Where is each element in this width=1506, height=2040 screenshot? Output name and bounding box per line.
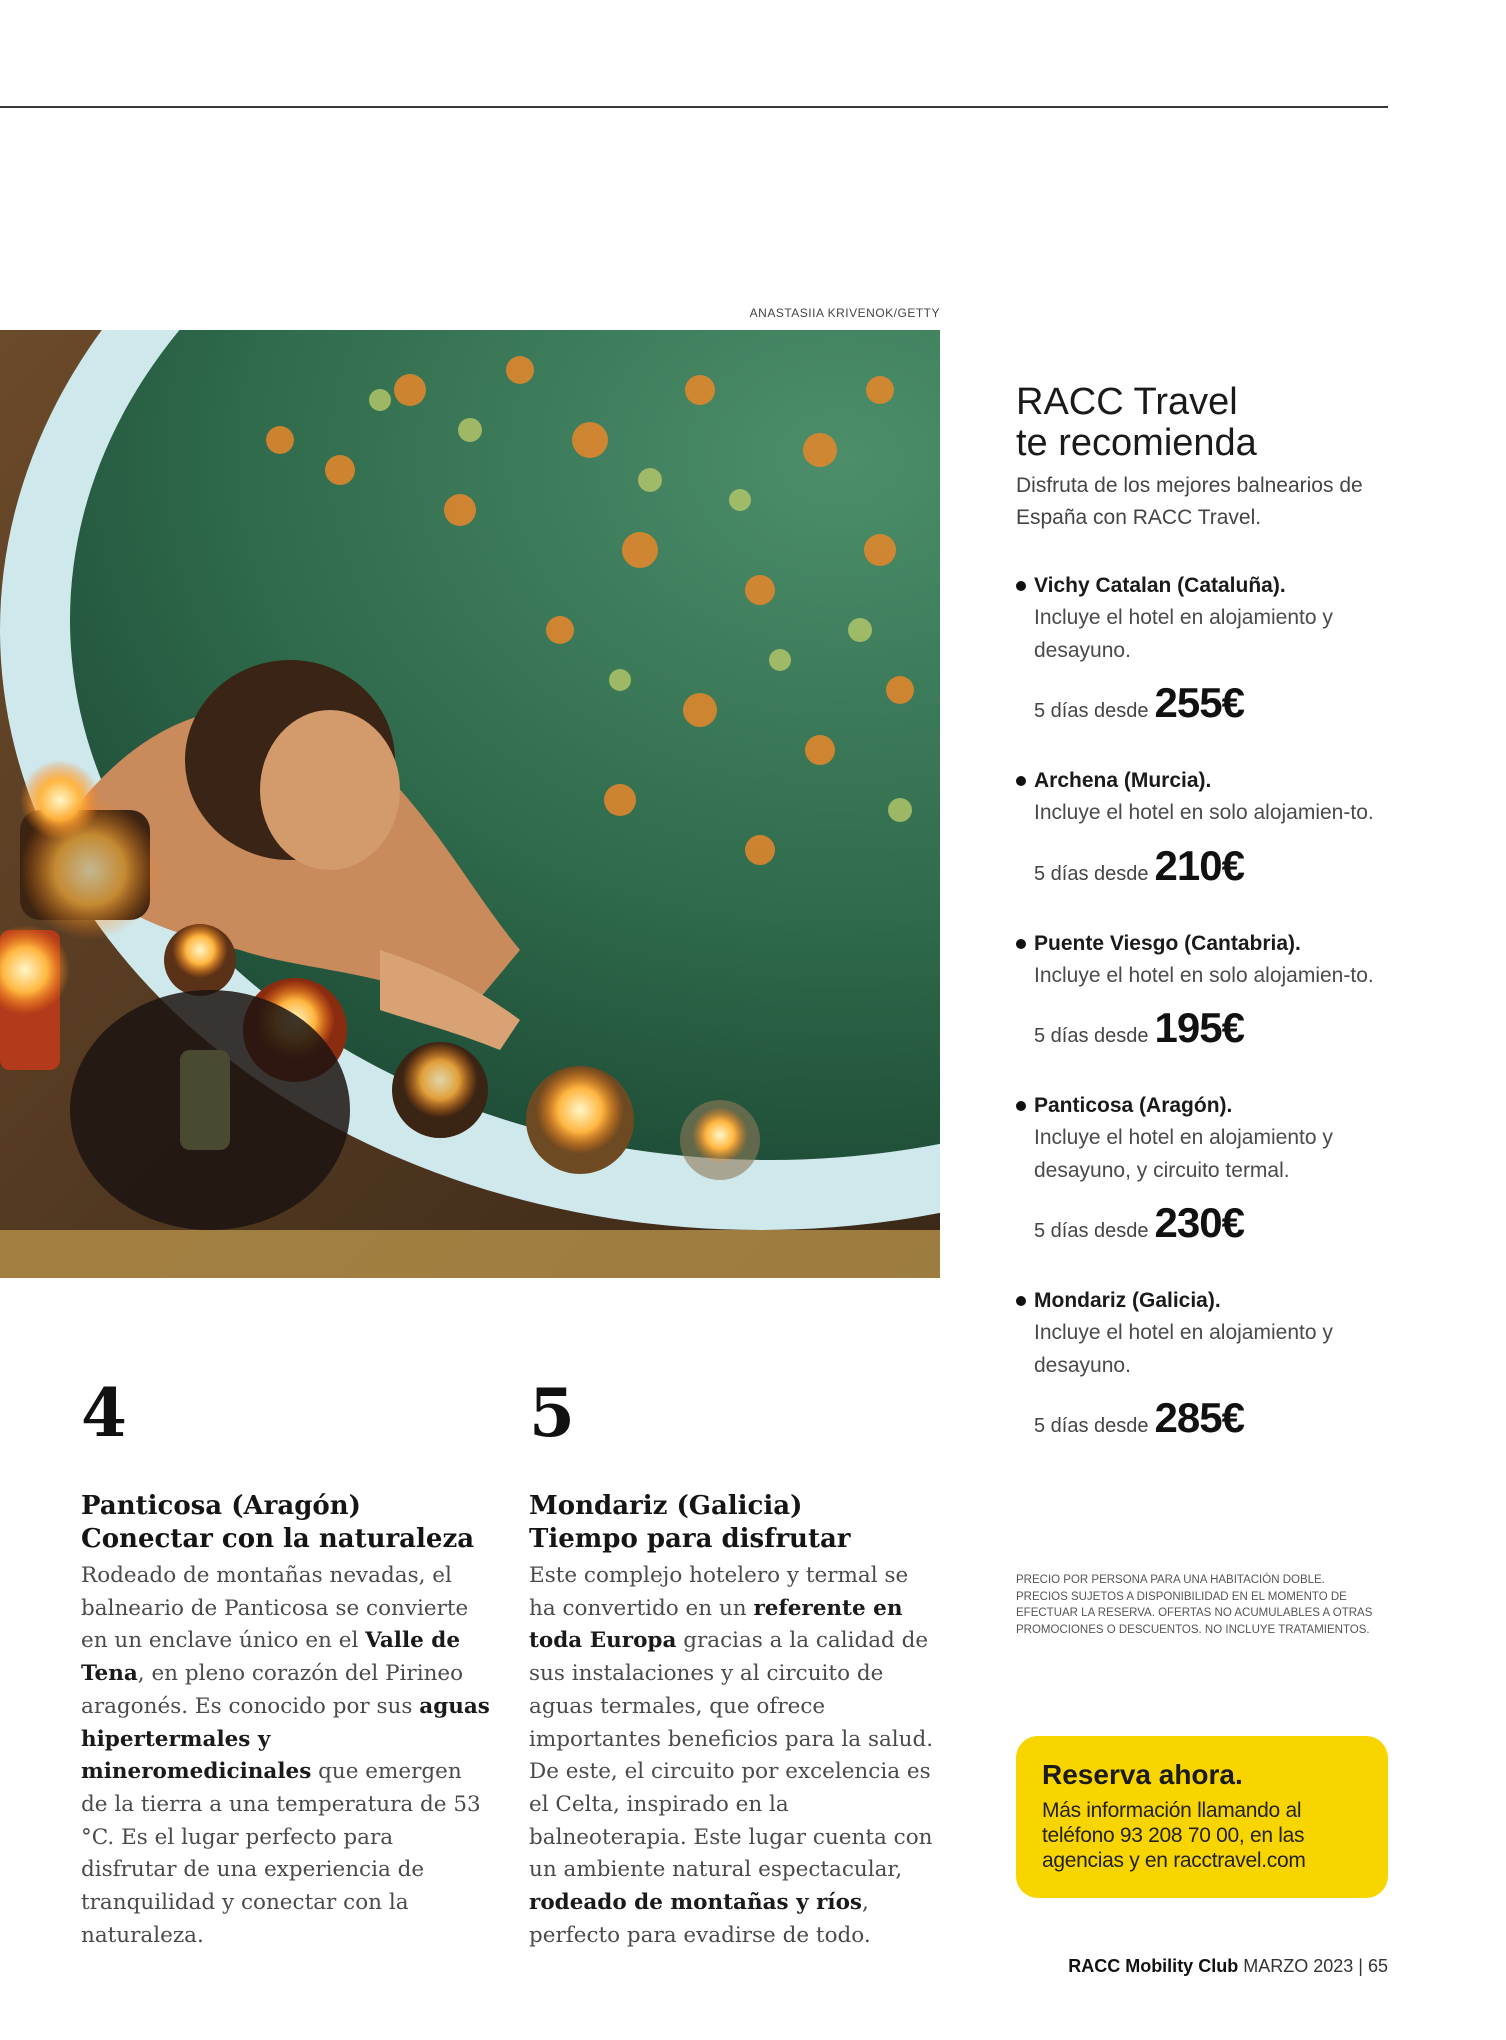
cta-title: Reserva ahora. (1042, 1759, 1243, 1790)
article-heading-line2: Conectar con la naturaleza (81, 1524, 475, 1554)
article-heading-line1: Mondariz (Galicia) (529, 1491, 803, 1521)
sidebar-title (1016, 382, 1396, 464)
article-body: Este complejo hotelero y termal se ha convertido en un referente en toda Europa gracias a la calidad de sus instalaciones y al circuito de aguas termales, que ofrece importantes beneficios para la salud. De este, el circuito por excelencia es el Celta, inspirado en la balneoterapia. Este lugar cuenta con un ambiente natural espectacular, rodeado de montañas y ríos, perfecto para evadirse de todo. (529, 1563, 934, 1948)
article-heading (529, 1490, 941, 1556)
footer-issue: MARZO 2023 (1243, 1956, 1354, 1976)
footer-separator: | (1358, 1956, 1363, 1976)
offer-item (1016, 1285, 1396, 1454)
spa-bath-photo (0, 330, 940, 1278)
price-label: 5 días desde (1034, 1220, 1149, 1242)
photo-credit: ANASTASIIA KRIVENOK/GETTY (749, 306, 940, 320)
price-label: 5 días desde (1034, 700, 1149, 722)
offer-price-row (1034, 1394, 1396, 1454)
offer-item (1016, 765, 1396, 902)
offer-item (1016, 1090, 1396, 1259)
fine-print: PRECIO POR PERSONA PARA UNA HABITACIÓN DOBLE. PRECIOS SUJETOS A DISPONIBILIDAD EN EL MOMENTO DE EFECTUAR LA RESERVA. OFERTAS NO ACUMULABLES A OTRAS PROMOCIONES O DESCUENTOS. NO INCLUYE TRATAMIENTOS. (1016, 1574, 1373, 1636)
article-heading-line1: Panticosa (Aragón) (81, 1491, 361, 1521)
offer-price-row (1034, 1004, 1396, 1064)
offer-price-row (1034, 842, 1396, 902)
sidebar-intro: Disfruta de los mejores balnearios de España con RACC Travel. (1016, 474, 1363, 529)
article-body: Rodeado de montañas nevadas, el balneario de Panticosa se convierte en un enclave único en el Valle de Tena, en pleno corazón del Pirineo aragonés. Es conocido por sus aguas hipertermales y mineromedicinales que emergen de la tierra a una temperatura de 53 °C. Es el lugar perfecto para disfrutar de una experiencia de tranquilidad y conectar con la naturaleza. (81, 1563, 490, 1948)
cta-text: Más información llamando al teléfono 93 208 70 00, en las agencias y en racctravel.com (1042, 1799, 1306, 1872)
offer-name: Panticosa (Aragón). (1034, 1094, 1233, 1117)
page-number: 65 (1367, 1956, 1388, 1976)
price-label: 5 días desde (1034, 1415, 1149, 1437)
article-panticosa (81, 1374, 493, 1952)
price-amount: 285€ (1154, 1394, 1244, 1441)
offer-description: Incluye el hotel en solo alojamien-to. (1034, 963, 1374, 987)
sidebar-title-line1: RACC Travel (1016, 381, 1238, 423)
price-amount: 195€ (1154, 1004, 1244, 1051)
article-heading (81, 1490, 493, 1556)
article-number: 5 (529, 1374, 575, 1452)
price-label: 5 días desde (1034, 1025, 1149, 1047)
price-amount: 230€ (1154, 1199, 1244, 1246)
offer-name: Vichy Catalan (Cataluña). (1034, 574, 1286, 597)
offer-name: Puente Viesgo (Cantabria). (1034, 931, 1301, 955)
bullet-icon (1016, 939, 1026, 949)
offer-price-row (1034, 1199, 1396, 1259)
price-amount: 210€ (1154, 841, 1244, 889)
bullet-icon (1016, 1101, 1026, 1111)
offer-description: Incluye el hotel en alojamiento y desayuno. (1034, 1321, 1333, 1377)
offer-name: Archena (Murcia). (1034, 769, 1212, 792)
offer-name: Mondariz (Galicia). (1034, 1289, 1221, 1312)
price-amount: 255€ (1154, 679, 1244, 726)
page-footer (1000, 1956, 1388, 1977)
reserve-now-box (1016, 1736, 1388, 1898)
article-heading-line2: Tiempo para disfrutar (529, 1524, 851, 1554)
bullet-icon (1016, 581, 1026, 591)
article-mondariz (529, 1374, 941, 1952)
bullet-icon (1016, 1296, 1026, 1306)
offer-description: Incluye el hotel en alojamiento y desayuno, y circuito termal. (1034, 1126, 1333, 1182)
article-number: 4 (81, 1374, 127, 1452)
offer-item (1016, 570, 1396, 739)
bath-illustration (0, 330, 940, 1278)
racc-travel-sidebar (1016, 382, 1396, 1480)
sidebar-title-line2: te recomienda (1016, 422, 1257, 464)
price-label: 5 días desde (1034, 862, 1149, 885)
offer-list (1016, 570, 1396, 1454)
bullet-icon (1016, 776, 1026, 786)
footer-brand: RACC Mobility Club (1068, 1956, 1239, 1976)
offer-description: Incluye el hotel en solo alojamien-to. (1034, 801, 1374, 824)
offer-description: Incluye el hotel en alojamiento y desayuno. (1034, 606, 1333, 662)
offer-price-row (1034, 679, 1396, 739)
offer-item (1016, 928, 1396, 1065)
top-rule (0, 106, 1388, 108)
